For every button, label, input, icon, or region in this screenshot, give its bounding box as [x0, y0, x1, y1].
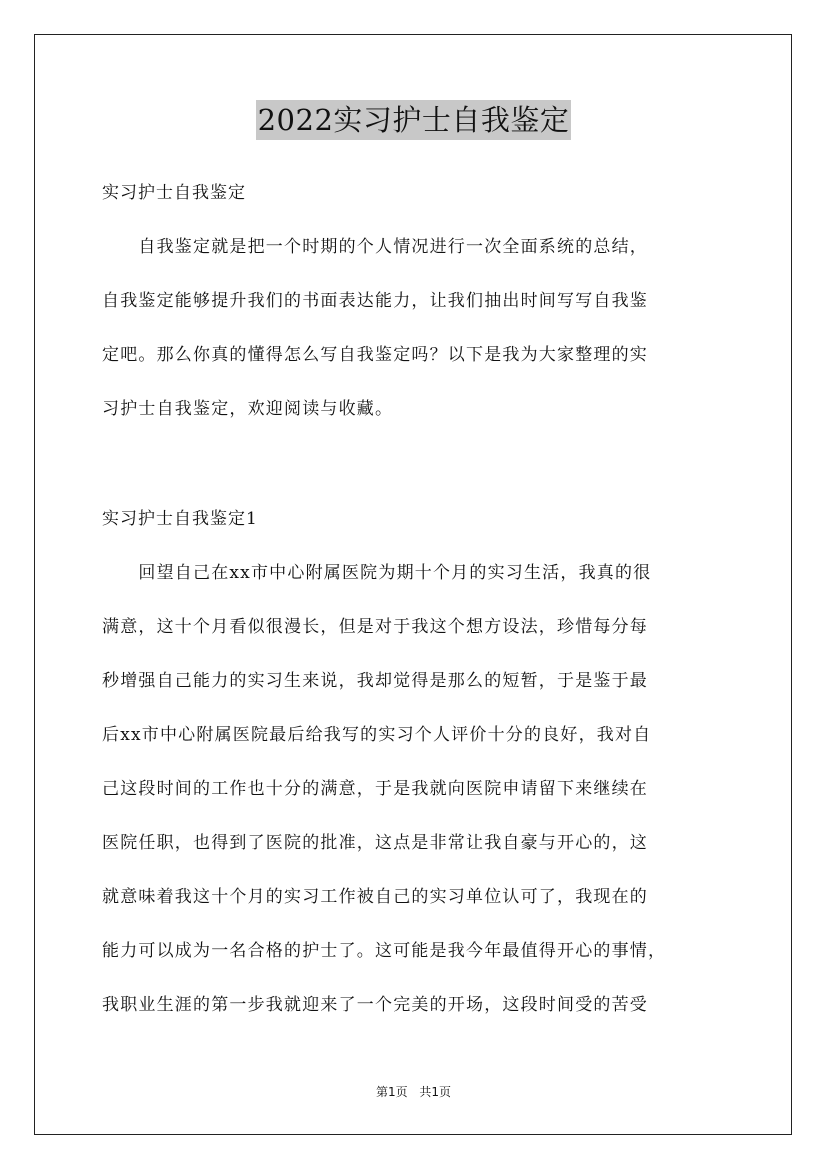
paragraph-line: 后xx市中心附属医院最后给我写的实习个人评价十分的良好，我对自 [102, 725, 652, 745]
document-title: 2022实习护士自我鉴定 [256, 100, 572, 140]
paragraph-line: 我职业生涯的第一步我就迎来了一个完美的开场，这段时间受的苦受 [102, 995, 648, 1015]
intro-heading: 实习护士自我鉴定 [102, 183, 246, 203]
paragraph-line: 自我鉴定能够提升我们的书面表达能力，让我们抽出时间写写自我鉴 [102, 291, 648, 311]
paragraph-line: 定吧。那么你真的懂得怎么写自我鉴定吗？以下是我为大家整理的实 [102, 345, 648, 365]
paragraph-line: 自我鉴定就是把一个时期的个人情况进行一次全面系统的总结， [102, 237, 648, 257]
paragraph-line: 秒增强自己能力的实习生来说，我却觉得是那么的短暂，于是鉴于最 [102, 671, 648, 691]
title-container [0, 100, 827, 140]
section-heading-1: 实习护士自我鉴定1 [102, 509, 258, 529]
paragraph-line: 能力可以成为一名合格的护士了。这可能是我今年最值得开心的事情， [102, 941, 667, 961]
intro-paragraph [102, 220, 742, 436]
page-number: 第1页 [375, 1085, 408, 1099]
paragraph-line: 回望自己在xx市中心附属医院为期十个月的实习生活，我真的很 [102, 563, 652, 583]
paragraph-line: 就意味着我这十个月的实习工作被自己的实习单位认可了，我现在的 [102, 887, 648, 907]
paragraph-line: 医院任职，也得到了医院的批准，这点是非常让我自豪与开心的，这 [102, 833, 648, 853]
section-1-paragraph [102, 546, 742, 1032]
page-footer [0, 1083, 827, 1100]
paragraph-line: 满意，这十个月看似很漫长，但是对于我这个想方设法，珍惜每分每 [102, 617, 648, 637]
paragraph-line: 己这段时间的工作也十分的满意，于是我就向医院申请留下来继续在 [102, 779, 648, 799]
page-total: 共1页 [419, 1085, 452, 1099]
paragraph-line: 习护士自我鉴定，欢迎阅读与收藏。 [102, 399, 394, 419]
